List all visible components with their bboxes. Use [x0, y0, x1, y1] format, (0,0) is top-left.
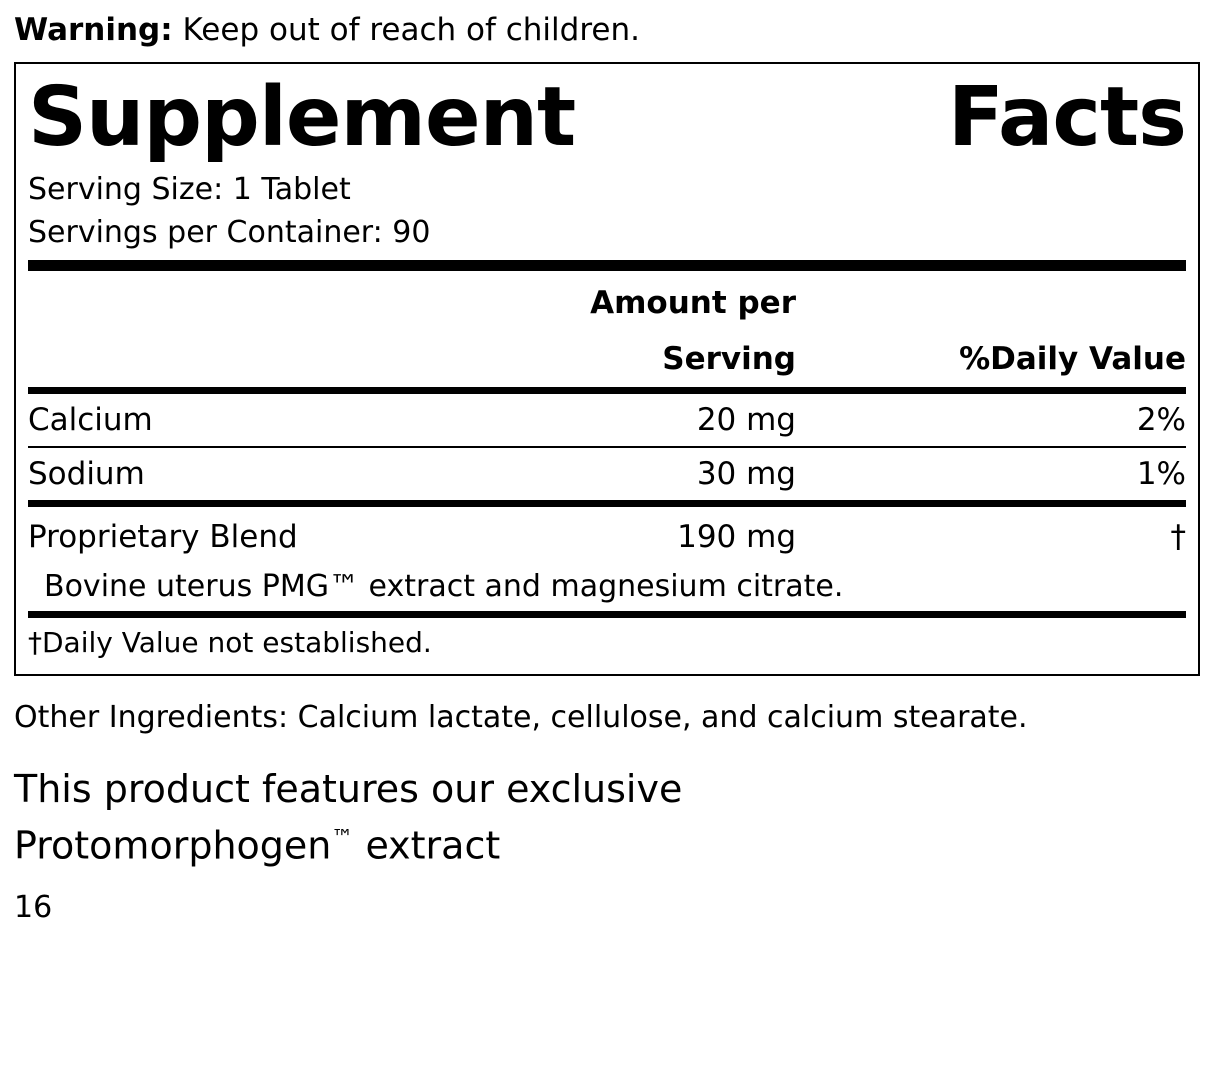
rule-thick-top: [28, 260, 1186, 271]
table-row: [28, 394, 1186, 446]
nutrient-dv: 1%: [1136, 456, 1186, 492]
proprietary-blend-row: [28, 507, 1186, 563]
table-row: [28, 507, 1186, 563]
nutrient-amount: 30 mg: [696, 456, 796, 492]
panel-title: [28, 70, 1186, 166]
header-nutrient: [28, 271, 466, 387]
warning-text: Keep out of reach of children.: [182, 12, 640, 48]
feature-protomorphogen: Protomorphogen: [14, 823, 332, 868]
warning-label: Warning:: [14, 12, 173, 48]
table-row: [28, 448, 1186, 500]
serving-size: Serving Size: 1 Tablet: [28, 172, 351, 207]
feature-text: [14, 738, 1200, 871]
header-daily-value: %Daily Value: [959, 341, 1186, 377]
rule-above-blend: [28, 500, 1186, 507]
daily-value-footnote: †Daily Value not established.: [28, 626, 432, 659]
supplement-facts-panel: [14, 62, 1200, 676]
feature-line-1: This product features our exclusive: [14, 767, 683, 811]
header-amount: Amount per Serving: [590, 285, 796, 377]
nutrient-rows-2: [28, 448, 1186, 500]
rule-below-blend: [28, 611, 1186, 618]
blend-description: Bovine uterus PMG™ extract and magnesium citrate.: [44, 569, 844, 604]
nutrient-amount: 20 mg: [696, 402, 796, 438]
page-number: 16: [14, 889, 53, 925]
blend-name: Proprietary Blend: [28, 519, 298, 555]
facts-table: [28, 271, 1186, 387]
servings-per-container: Servings per Container: 90: [28, 215, 431, 250]
feature-extract: extract: [353, 823, 501, 868]
nutrient-name: Calcium: [28, 402, 153, 438]
nutrient-name: Sodium: [28, 456, 145, 492]
panel-title-supplement: Supplement: [28, 70, 576, 165]
rule-under-header: [28, 387, 1186, 394]
other-ingredients: Other Ingredients: Calcium lactate, cellulose, and calcium stearate.: [14, 700, 1028, 735]
warning-line: [14, 0, 1200, 62]
facts-header-row: [28, 271, 1186, 387]
feature-line-2: [14, 814, 1200, 871]
nutrient-dv: 2%: [1136, 402, 1186, 438]
panel-title-facts: Facts: [947, 70, 1186, 165]
blend-amount: 190 mg: [677, 519, 796, 555]
blend-dv: †: [1170, 519, 1186, 555]
nutrient-rows: [28, 394, 1186, 446]
trademark-symbol: ™: [331, 826, 354, 851]
